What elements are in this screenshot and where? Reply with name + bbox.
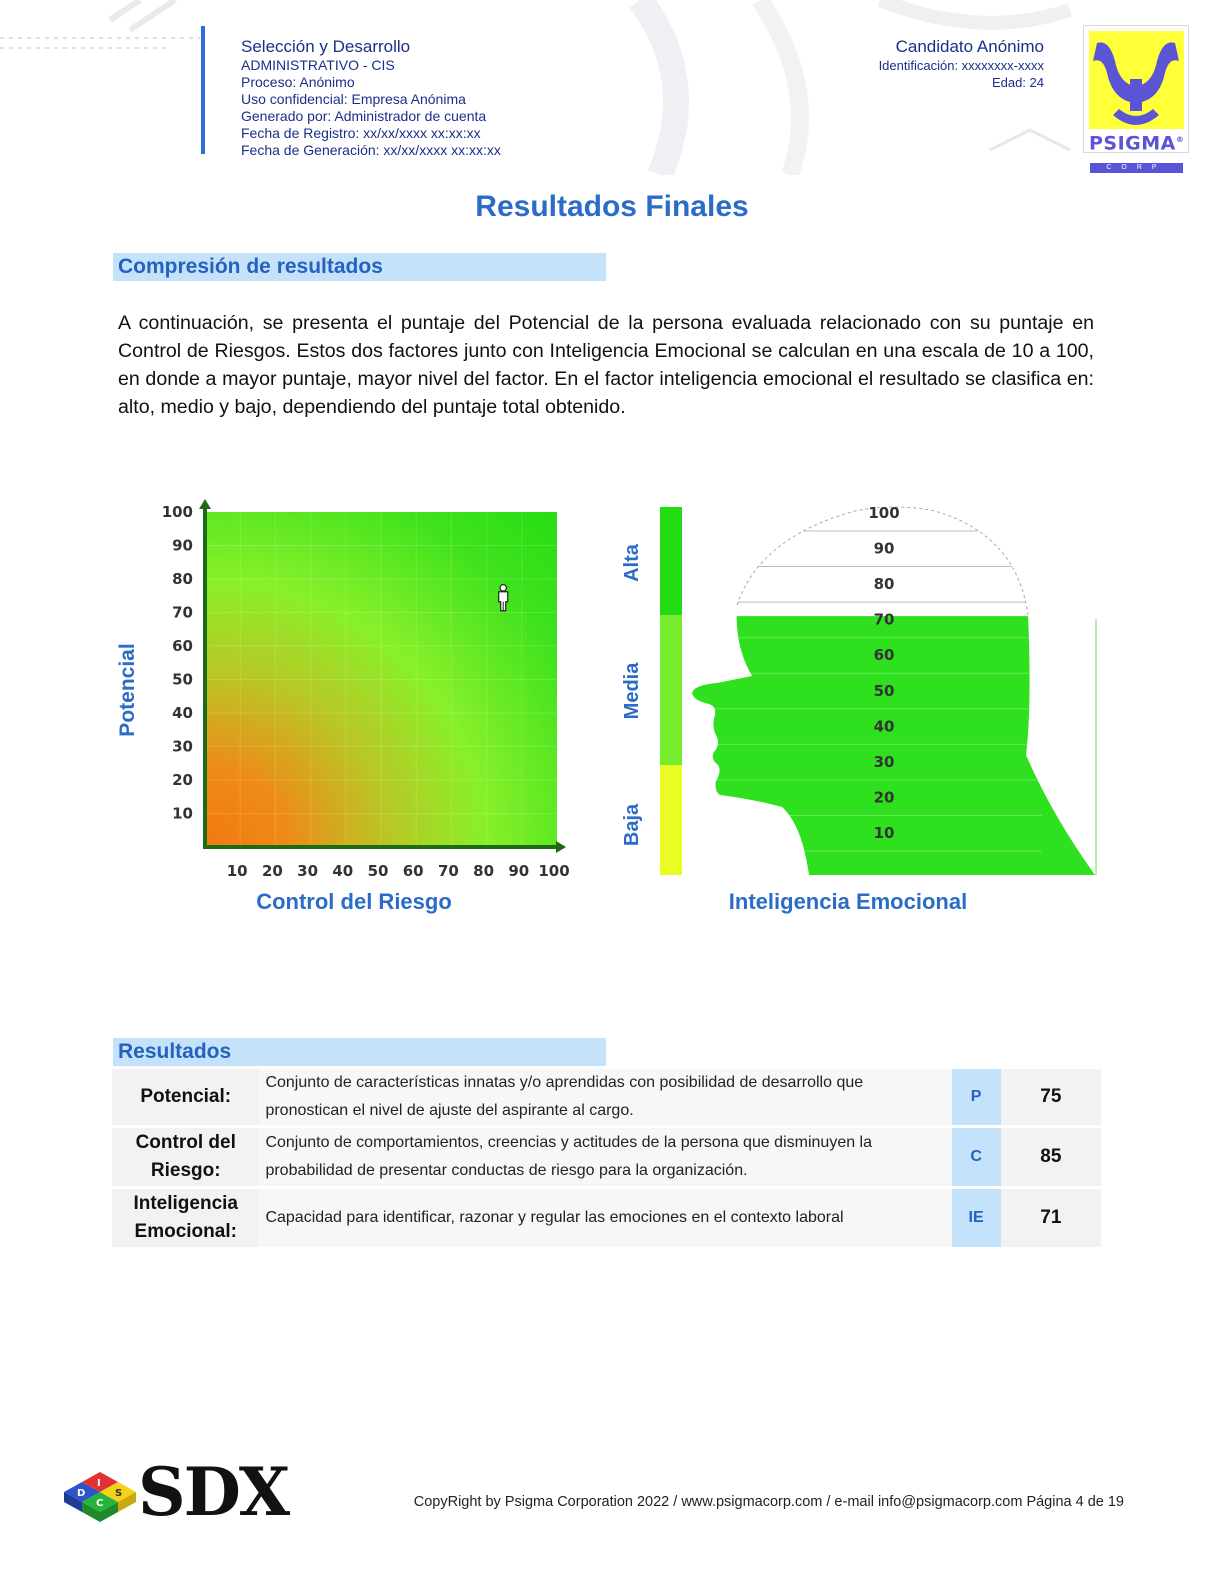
label-line-2: Riesgo: [150, 1160, 221, 1181]
y-axis-arrow [199, 499, 211, 509]
ie-tick-label: 100 [868, 504, 900, 522]
generated-by-line: Generado por: Administrador de cuenta [241, 108, 487, 124]
x-tick-label: 30 [297, 862, 319, 880]
y-tick-label: 60 [172, 637, 193, 655]
row-value: 71 [1001, 1189, 1101, 1247]
cube-letter-i: I [97, 1478, 101, 1489]
y-axis-title: Potencial [116, 643, 139, 737]
x-tick-label: 40 [332, 862, 354, 880]
band-label-media: Media [621, 662, 643, 720]
ie-tick-label: 60 [873, 646, 895, 665]
company-title: Selección y Desarrollo [241, 37, 411, 56]
ie-tick-label: 40 [873, 717, 895, 736]
y-tick-label: 10 [172, 804, 193, 823]
table-row [112, 1128, 1101, 1186]
x-tick-label: 70 [437, 862, 459, 880]
x-tick-label: 20 [261, 862, 283, 880]
y-tick-label: 90 [172, 536, 193, 555]
row-description: Capacidad para identificar, razonar y regular las emociones en el contexto laboral [259, 1189, 951, 1247]
y-tick-label: 50 [172, 670, 193, 689]
header-accent-bar [201, 26, 205, 154]
row-code: C [952, 1128, 1001, 1186]
table-row [112, 1069, 1101, 1125]
x-tick-label: 60 [402, 862, 424, 880]
y-tick-label: 30 [172, 737, 193, 756]
logo-word: PSIGMA [1089, 132, 1176, 155]
row-description: Conjunto de comportamientos, creencias y actitudes de la persona que disminuyen la probabilidad de presentar conductas de riesgo para la organización. [259, 1128, 951, 1186]
ie-axis-title: Inteligencia Emocional [728, 889, 968, 914]
footer-copyright: CopyRight by Psigma Corporation 2022 / www.psigmacorp.com / e-mail info@psigmacorp.com Página 4 de 19 [413, 1494, 1124, 1510]
ie-tick-label: 80 [873, 575, 895, 594]
registration-date: Fecha de Registro: xx/xx/xxxx xx:xx:xx [241, 125, 481, 141]
candidate-title: Candidato Anónimo [895, 37, 1044, 56]
confidential-line: Uso confidencial: Empresa Anónima [241, 91, 466, 107]
band-label-alta: Alta [621, 544, 643, 582]
table-row [112, 1189, 1101, 1247]
section-heading-comprension: Compresión de resultados [113, 253, 606, 281]
y-tick-label: 70 [172, 603, 193, 622]
x-axis-title: Control del Riesgo [256, 889, 452, 914]
cube-letter-c: C [96, 1498, 104, 1509]
label-line-1: Inteligencia [133, 1193, 238, 1214]
row-label [112, 1128, 259, 1186]
ie-tick-label: 70 [873, 610, 895, 629]
row-description: Conjunto de características innatas y/o aprendidas con posibilidad de desarrollo que pronostican el nivel de ajuste del aspirante al cargo. [259, 1069, 951, 1125]
emotional-intelligence-chart [612, 495, 1102, 925]
band-media [660, 615, 682, 765]
x-axis-arrow [556, 841, 566, 853]
candidate-age: Edad: 24 [991, 75, 1044, 90]
y-tick-label: 100 [161, 503, 193, 521]
psigma-logo [1083, 25, 1189, 171]
band-baja [660, 765, 682, 875]
ie-tick-label: 90 [873, 539, 895, 558]
report-type: ADMINISTRATIVO - CIS [241, 57, 395, 73]
disc-cube-logo [60, 1466, 140, 1528]
page-title: Resultados Finales [475, 190, 749, 223]
ie-tick-label: 30 [873, 752, 895, 771]
label-line-2: Emocional: [134, 1221, 237, 1242]
sdx-brand: SDX [138, 1453, 289, 1531]
generation-date: Fecha de Generación: xx/xx/xxxx xx:xx:xx [241, 142, 501, 158]
intro-paragraph: A continuación, se presenta el puntaje del Potencial de la persona evaluada relacionado con su puntaje en Control de Riesgos. Estos dos factores junto con Inteligencia Emocional se calculan en una escala de 10 a 100, en donde a mayor puntaje, mayor nivel del factor. En el factor inteligencia emocional el resultado se clasifica en: alto, medio y bajo, dependiendo del puntaje total obtenido. [118, 312, 1094, 418]
logo-corp: CORP [1090, 163, 1183, 173]
row-value: 75 [1001, 1069, 1101, 1125]
y-tick-label: 20 [172, 771, 193, 789]
ie-tick-label: 10 [873, 824, 895, 842]
x-tick-label: 50 [367, 862, 389, 880]
row-label [112, 1189, 259, 1247]
label-line-1: Control del [135, 1132, 236, 1153]
x-tick-label: 90 [508, 862, 530, 880]
potential-risk-chart [108, 495, 608, 925]
label-line-1: Potencial: [140, 1086, 232, 1107]
candidate-info [879, 37, 1044, 91]
section-heading-resultados: Resultados [113, 1038, 606, 1066]
row-code: P [952, 1069, 1001, 1125]
ie-tick-label: 20 [873, 788, 895, 807]
row-value: 85 [1001, 1128, 1101, 1186]
x-tick-label: 100 [538, 862, 570, 880]
band-alta [660, 507, 682, 615]
cube-letter-d: D [77, 1488, 86, 1499]
cube-letter-s: S [115, 1488, 123, 1499]
x-tick-label: 10 [226, 862, 248, 880]
row-label [112, 1069, 259, 1125]
process-line: Proceso: Anónimo [241, 74, 355, 90]
report-info [241, 37, 501, 159]
y-tick-label: 40 [172, 704, 193, 722]
band-label-baja: Baja [621, 803, 643, 847]
registered-mark: ® [1175, 135, 1185, 144]
candidate-identification: Identificación: xxxxxxxx-xxxx [878, 58, 1044, 73]
ie-tick-label: 50 [873, 681, 895, 700]
y-tick-label: 80 [172, 570, 193, 588]
x-tick-label: 80 [473, 862, 495, 880]
results-table [112, 1066, 1101, 1250]
psi-symbol-icon [1089, 31, 1184, 129]
row-code: IE [952, 1189, 1001, 1247]
